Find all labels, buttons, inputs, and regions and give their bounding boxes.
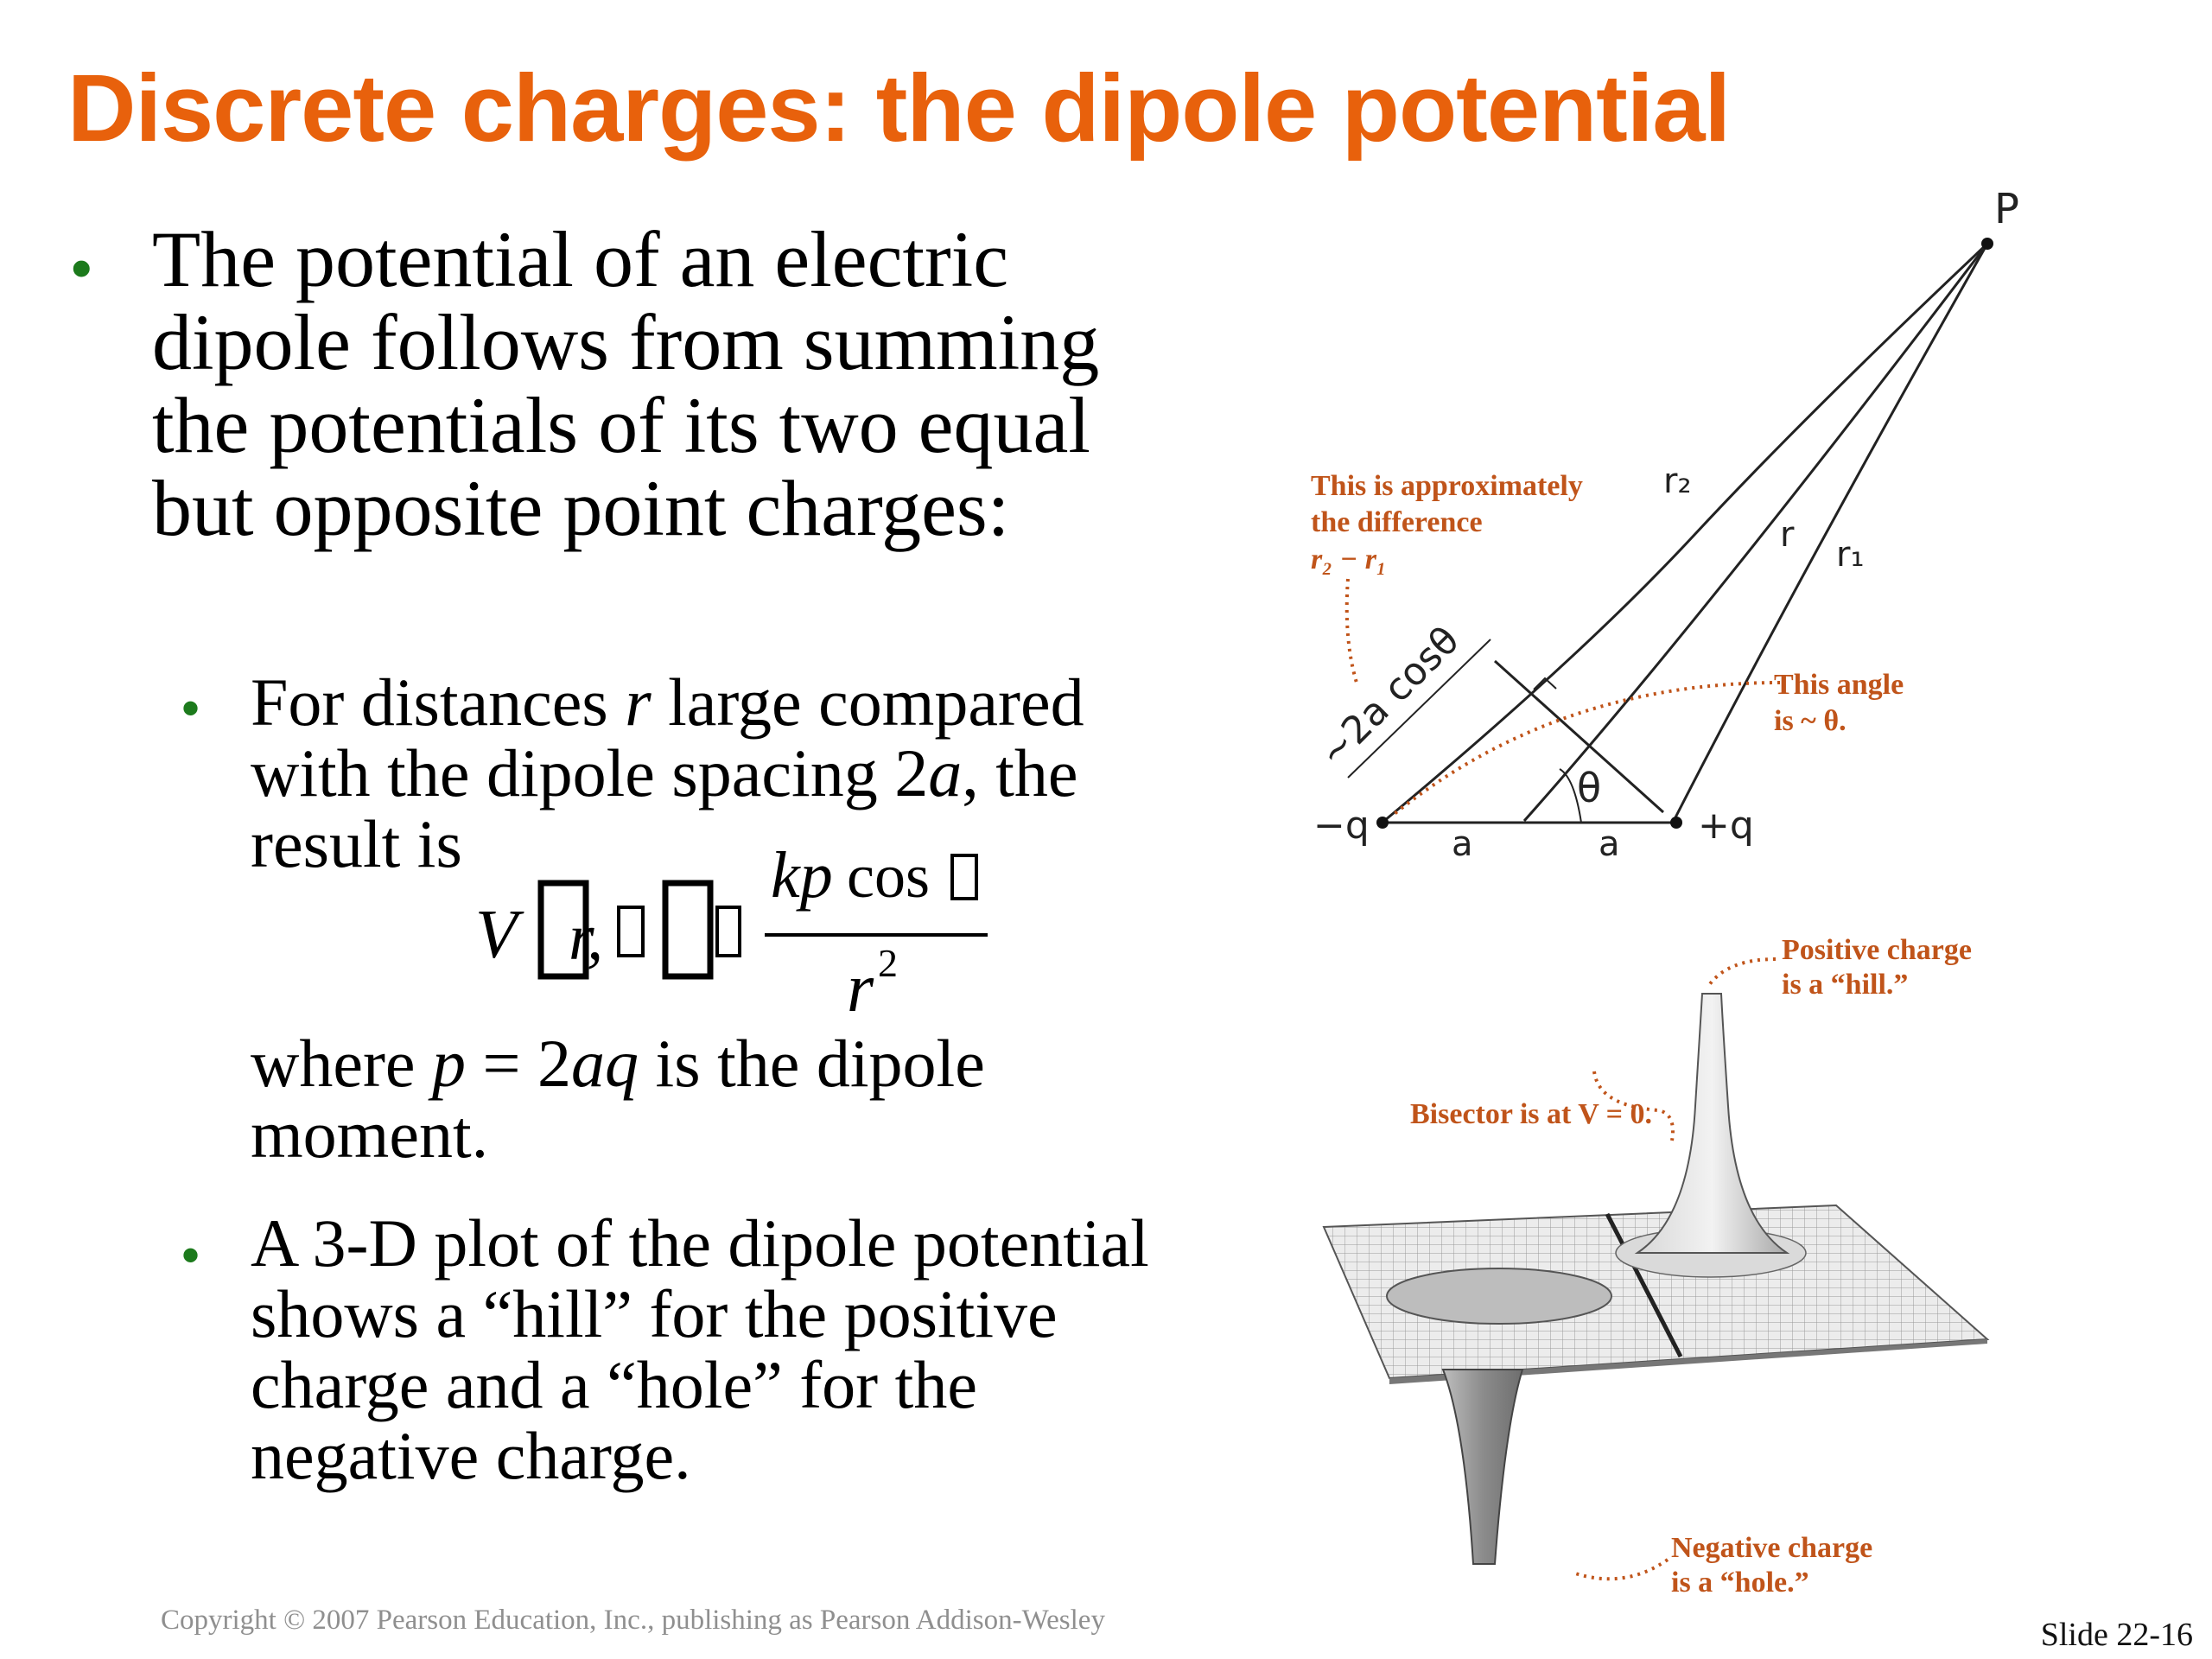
label-plus-q: +q xyxy=(1698,804,1754,848)
line-r xyxy=(1524,244,1987,821)
label-theta: θ xyxy=(1577,765,1602,811)
annotation-arrow xyxy=(1573,1560,1668,1579)
var-p: p xyxy=(432,1026,467,1101)
var-aq: aq xyxy=(571,1026,639,1101)
slide-number: Slide 22-16 xyxy=(2040,1617,2193,1653)
point-P xyxy=(1981,238,1993,250)
label-a: a xyxy=(1452,824,1473,864)
eq-cos: cos xyxy=(847,842,930,911)
eq-missing-glyph xyxy=(619,907,643,956)
eq-missing-glyph xyxy=(717,907,740,956)
annotation-text: r₂ − r₁ xyxy=(1311,543,1387,575)
dipole-equation xyxy=(467,838,1002,1037)
annotation-text: Negative charge xyxy=(1671,1532,1873,1564)
bullet-dot: • xyxy=(71,234,92,302)
eq-kp: kp xyxy=(771,839,833,912)
text-span: For distances xyxy=(251,664,626,740)
bullet-dot: • xyxy=(181,1226,200,1284)
text-span: is the dipole moment. xyxy=(251,1026,985,1172)
eq-missing-glyph xyxy=(952,855,976,899)
annotation-text: This is approximately xyxy=(1311,470,1583,502)
bullet-main-text: The potential of an electric dipole follows from summing the potentials of its two equal but opposite point charges: xyxy=(152,215,1100,552)
eq-exponent: 2 xyxy=(878,941,898,985)
annotation-text: Positive charge xyxy=(1782,934,1972,966)
label-r1: r₁ xyxy=(1836,535,1865,575)
text-span: = 2 xyxy=(466,1026,572,1101)
dipole-3d-potential-plot xyxy=(1296,907,2074,1624)
annotation-text: is ~ θ. xyxy=(1774,705,1847,737)
label-r2: r₂ xyxy=(1663,461,1692,501)
var-a: a xyxy=(928,735,963,810)
annotation-text: This angle xyxy=(1774,669,1904,701)
dipole-moment-text xyxy=(251,1028,1158,1170)
eq-missing-glyph xyxy=(665,883,710,976)
copyright-notice: Copyright © 2007 Pearson Education, Inc., publishing as Pearson Addison-Wesley xyxy=(161,1605,1105,1636)
eq-r: r xyxy=(847,950,874,1027)
text-span: large compared with the dipole spacing 2 xyxy=(251,664,1084,810)
var-r: r xyxy=(625,664,652,740)
dipole-geometry-figure xyxy=(1296,173,2074,899)
label-P: P xyxy=(1994,185,2019,233)
annotation-text: is a “hole.” xyxy=(1671,1567,1809,1599)
negative-charge-point xyxy=(1376,817,1389,829)
annotation-arrow xyxy=(1709,959,1776,985)
annotation-arrow xyxy=(1347,579,1357,683)
label-a: a xyxy=(1599,824,1620,864)
text-span: , the result is xyxy=(251,735,1078,881)
annotation-text: Bisector is at V = 0. xyxy=(1410,1098,1653,1130)
hole-spike xyxy=(1443,1370,1522,1564)
bullet-3d-plot-text: A 3-D plot of the dipole potential shows a “hill” for the positive charge and a “hole” for the negative charge. xyxy=(251,1205,1149,1493)
eq-args: r, xyxy=(569,901,604,974)
text-span: where xyxy=(251,1026,433,1101)
label-minus-q: −q xyxy=(1313,804,1370,848)
hole-rim xyxy=(1387,1268,1611,1324)
annotation-text: is a “hill.” xyxy=(1782,969,1909,1001)
bullet-dot: • xyxy=(181,679,200,737)
eq-V: V xyxy=(475,897,518,973)
label-2acos: ~2a cosθ xyxy=(1310,618,1468,776)
label-r: r xyxy=(1780,515,1795,555)
slide-title: Discrete charges: the dipole potential xyxy=(67,55,1731,162)
annotation-text: the difference xyxy=(1311,506,1483,538)
positive-charge-point xyxy=(1670,817,1682,829)
